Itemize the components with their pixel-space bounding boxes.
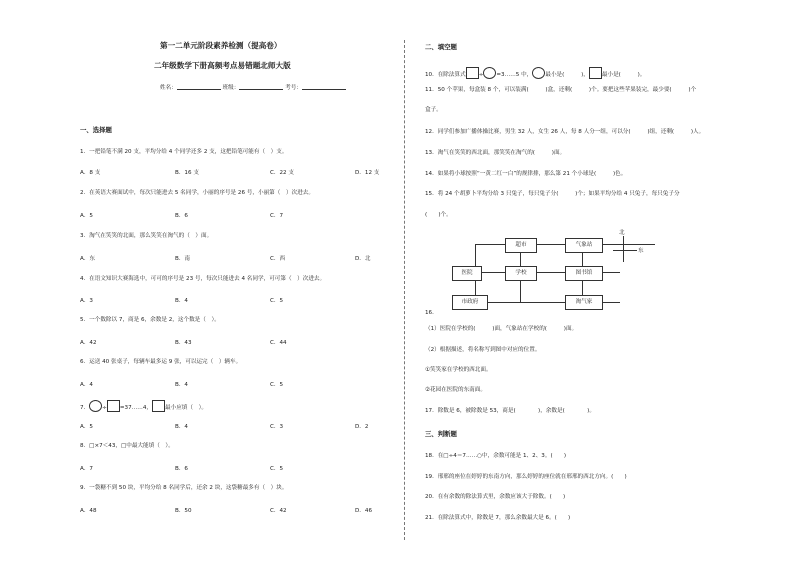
square-shape-icon bbox=[589, 67, 602, 79]
q1-option-b[interactable]: B．16 支 bbox=[175, 170, 199, 176]
q11-text: 11．50 个苹果，每盒装 8 个，可以装满( )盒，还剩( )个。要把这些苹果装完，最少要( )个 bbox=[425, 87, 697, 93]
q8-option-c[interactable]: C．5 bbox=[270, 466, 284, 472]
q9-option-b[interactable]: B．50 bbox=[175, 508, 192, 514]
q1-option-a[interactable]: A．8 支 bbox=[80, 170, 101, 176]
q4-text: 4．在语文知识大赛海选中，可可的序号是 23 号，每次只能进去 4 名同学，可可第（ ）次进去。 bbox=[80, 276, 326, 282]
q2-option-a[interactable]: A．5 bbox=[80, 213, 93, 219]
square-shape-icon bbox=[466, 67, 479, 79]
q20-text: 20．在有余数的除法算式里，余数应该大于除数。( ) bbox=[425, 494, 566, 500]
circle-shape-icon bbox=[532, 67, 545, 79]
q15-text: 15．将 24 个胡萝卜平均分给 3 只兔子，每只兔子分( )个；如果平均分给 4 只兔子，每只兔子分 bbox=[425, 191, 680, 197]
q14-text: 14．如果将小球按照“一黄二红一白”的规律排，那么第 21 个小球是( )色。 bbox=[425, 171, 627, 177]
compass-north-label: 北 bbox=[619, 230, 625, 236]
q5-option-c[interactable]: C．44 bbox=[270, 340, 287, 346]
q1-option-d[interactable]: D．12 支 bbox=[355, 170, 380, 176]
map-node-tushuguan: 图书馆 bbox=[565, 266, 603, 281]
q17-text: 17．除数是 6，被除数是 53，商是( )，余数是( )。 bbox=[425, 408, 595, 414]
q5-option-a[interactable]: A．42 bbox=[80, 340, 97, 346]
map-node-shizhengfu: 市政府 bbox=[452, 295, 488, 310]
name-label: 姓名： bbox=[160, 85, 177, 91]
q7-text: 7． ÷ =37……4， 最小应填（ ）。 bbox=[80, 400, 207, 412]
id-label: 考号： bbox=[285, 85, 302, 91]
q9-option-d[interactable]: D．46 bbox=[355, 508, 373, 514]
q12-text: 12．同学们参加广播体操比赛，男生 32 人，女生 26 人，每 8 人分一组，可以分( )组，还剩( )人。 bbox=[425, 129, 705, 135]
exam-title: 第一二单元阶段素养检测（提高卷） bbox=[160, 41, 282, 50]
q18-text: 18．在□÷4＝7……○中，余数可能是 1、2、3。( ) bbox=[425, 453, 567, 459]
map-node-chaoshi: 超市 bbox=[505, 238, 537, 253]
q15-text-cont: ( )个。 bbox=[425, 212, 452, 218]
q7-option-d[interactable]: D．2 bbox=[355, 424, 369, 430]
q4-option-a[interactable]: A．3 bbox=[80, 298, 93, 304]
class-field[interactable] bbox=[239, 84, 283, 90]
q2-option-b[interactable]: B．6 bbox=[175, 213, 188, 219]
q16-part1: （1）医院在学校的( )面，气象站在学校的( )面。 bbox=[425, 326, 578, 332]
map-node-taoqijia: 淘气家 bbox=[565, 295, 603, 310]
q3-option-c[interactable]: C．西 bbox=[270, 256, 286, 262]
q10-text: 10．在除法算式 ÷ =3……5 中， 最小是( )， 最小是( )。 bbox=[425, 67, 645, 79]
circle-shape-icon bbox=[89, 400, 102, 412]
q8-option-b[interactable]: B．6 bbox=[175, 466, 188, 472]
q7-option-b[interactable]: B．4 bbox=[175, 424, 188, 430]
name-field[interactable] bbox=[177, 84, 221, 90]
q6-option-c[interactable]: C．5 bbox=[270, 382, 284, 388]
q3-option-a[interactable]: A．东 bbox=[80, 256, 96, 262]
q7-option-a[interactable]: A．5 bbox=[80, 424, 93, 430]
q7-option-c[interactable]: C．3 bbox=[270, 424, 284, 430]
location-map bbox=[425, 230, 755, 310]
q11-text-cont: 盒子。 bbox=[425, 107, 442, 113]
map-node-yiyuan: 医院 bbox=[452, 266, 482, 281]
q9-text: 9．一袋糖不到 50 块，平均分给 8 名同学后，还余 2 块，这袋糖最多有（ ）块。 bbox=[80, 485, 288, 491]
section-judge-title: 三、判断题 bbox=[425, 430, 457, 438]
q16-number: 16． bbox=[425, 310, 438, 316]
section-fill-title: 二、填空题 bbox=[425, 43, 457, 51]
q8-option-a[interactable]: A．7 bbox=[80, 466, 93, 472]
compass-icon bbox=[613, 232, 653, 268]
exam-subtitle: 二年级数学下册高频考点易错题北师大版 bbox=[154, 61, 291, 70]
q19-text: 19．邢邢的座位在婷婷的东南方向，那么婷婷的座位就在邢邢的西北方向。( ) bbox=[425, 474, 627, 480]
q2-text: 2．在英语大赛面试中，每次只能进去 5 名同学，小丽的序号是 26 号，小丽第（ ）次进去。 bbox=[80, 190, 314, 196]
column-divider bbox=[404, 40, 405, 540]
q9-option-a[interactable]: A．48 bbox=[80, 508, 97, 514]
q3-text: 3．淘气在笑笑的北面，那么笑笑在淘气的（ ）面。 bbox=[80, 233, 213, 239]
q16-part4: ②花园在医院的东南面。 bbox=[425, 387, 486, 393]
q6-text: 6．运送 40 张桌子，每辆车最多运 9 张，可以运完（ ）辆车。 bbox=[80, 359, 242, 365]
q5-option-b[interactable]: B．43 bbox=[175, 340, 192, 346]
q1-text: 1．一把铅笔不满 20 支，平均分给 4 个同学还多 2 支，这把铅笔可能有（ ）支。 bbox=[80, 149, 288, 155]
q4-option-c[interactable]: C．5 bbox=[270, 298, 284, 304]
square-shape-icon bbox=[152, 400, 165, 412]
q8-text: 8．□×7＜43，□中最大能填（ ）。 bbox=[80, 443, 174, 449]
student-info-row bbox=[160, 84, 346, 92]
q2-option-c[interactable]: C．7 bbox=[270, 213, 284, 219]
class-label: 班级： bbox=[222, 85, 240, 91]
q5-text: 5．一个数除以 7，商是 6，余数是 2，这个数是（ ）。 bbox=[80, 317, 220, 323]
map-node-xuexiao: 学校 bbox=[505, 266, 537, 281]
q3-option-d[interactable]: D．北 bbox=[355, 256, 371, 262]
q9-option-c[interactable]: C．42 bbox=[270, 508, 287, 514]
q16-part2: （2）根据描述，将名称写到图中对应的位置。 bbox=[425, 347, 541, 353]
q4-option-b[interactable]: B．4 bbox=[175, 298, 188, 304]
q21-text: 21．在除法算式中，除数是 7，那么余数最大是 6。( ) bbox=[425, 515, 571, 521]
q1-option-c[interactable]: C．22 支 bbox=[270, 170, 294, 176]
id-field[interactable] bbox=[302, 84, 346, 90]
circle-shape-icon bbox=[483, 67, 496, 79]
q13-text: 13．淘气在笑笑的西北面，那笑笑在淘气的( )面。 bbox=[425, 150, 566, 156]
q16-part3: ①笑笑家在学校的西北面。 bbox=[425, 367, 492, 373]
q3-option-b[interactable]: B．南 bbox=[175, 256, 191, 262]
map-node-qixiangzhan: 气象站 bbox=[565, 238, 603, 253]
q6-option-a[interactable]: A．4 bbox=[80, 382, 93, 388]
section-choice-title: 一、选择题 bbox=[80, 126, 112, 134]
compass-east-label: 东 bbox=[638, 248, 644, 254]
square-shape-icon bbox=[107, 400, 120, 412]
q6-option-b[interactable]: B．4 bbox=[175, 382, 188, 388]
